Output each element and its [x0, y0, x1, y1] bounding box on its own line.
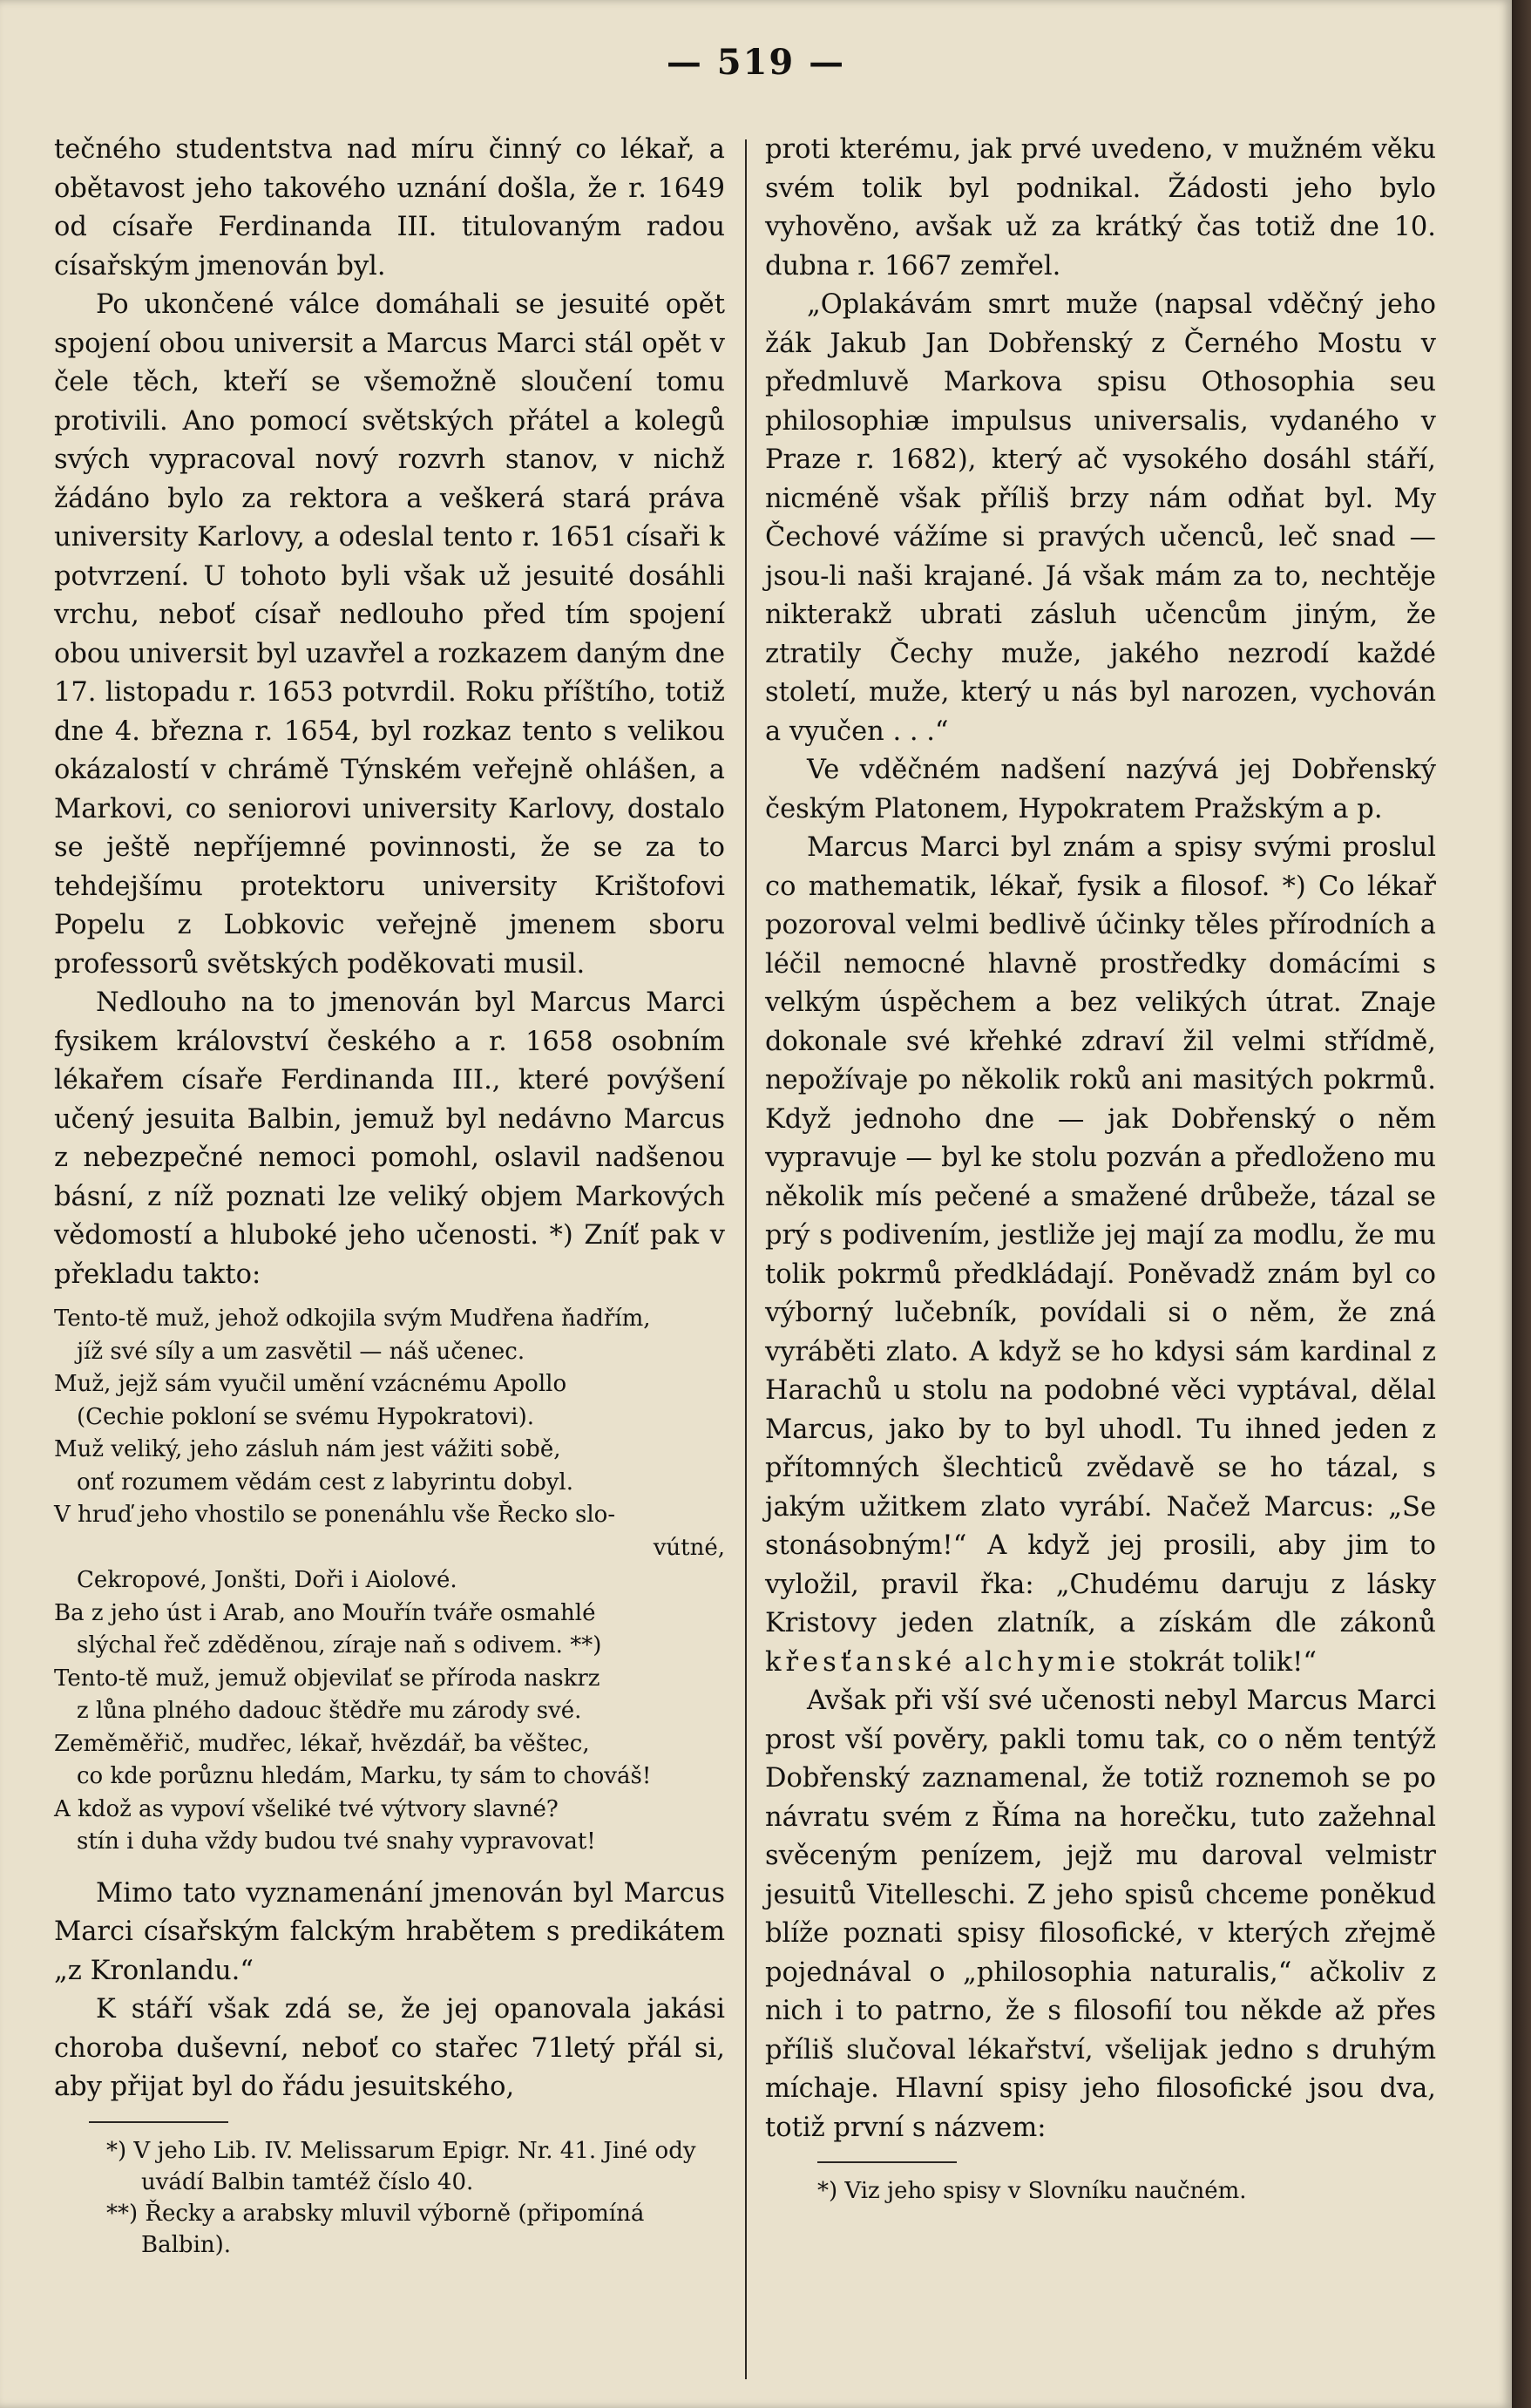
poem-line: stín i duha vždy budou tvé snahy vypravovat!: [77, 1828, 596, 1855]
footnote-rule: [89, 2121, 228, 2123]
poem: [54, 1303, 725, 1859]
paragraph-text: stokrát tolik!“: [1128, 1646, 1317, 1678]
paragraph: Avšak při vší své učenosti nebyl Marcus Marci prost vší pověry, pakli tomu tak, co o něm tentýž Dobřenský zaznamenal, že totiž roznemoh se po návratu svém z Říma na horečku, tuto zažehnal svěceným penízem, jejž mu daroval velmistr jesuitů Vitelleschi. Z jeho spisů chceme poněkud blíže poznati spisy filosofické, v kterých zřejmě pojednával o „philosophia naturalis,“ ačkoliv z nich i to patrno, že s filosofií tou někde až přes příliš slučoval lékařství, všelijak jedno s druhým míchaje. Hlavní spisy jeho filosofické jsou dva, totiž první s názvem:: [765, 1686, 1436, 2143]
poem-line: Tento-tě muž, jehož odkojila svým Mudřena ňadřím,: [54, 1306, 651, 1332]
poem-line: Tento-tě muž, jemuž objevilať se příroda naskrz: [54, 1665, 600, 1692]
paragraph: „Oplakávám smrt muže (napsal vděčný jeho žák Jakub Jan Dobřenský z Černého Mostu v předmluvě Markova spisu Othosophia seu philosophiæ impulsus universalis, vydaného v Praze r. 1682), který ač vysokého dosáhl stáří, nicméně však příliš brzy nám odňat byl. My Čechové vážíme si pravých učenců, leč snad — jsou-li naši krajané. Já však mám za to, nechtěje nikterakž ubrati zásluh učencům jiným, že ztratily Čechy muže, jakého nezrodí každé století, muže, který u nás byl narozen, vychován a vyučen . . .“: [765, 289, 1436, 747]
page-number: — 519 —: [666, 42, 846, 83]
spaced-word: křesťanské: [765, 1646, 957, 1678]
poem-line: Muž veliký, jeho zásluh nám jest vážiti sobě,: [54, 1436, 561, 1462]
poem-line: z lůna plného dadouc štědře mu zárody své.: [77, 1698, 582, 1724]
paragraph: K stáří však zdá se, že jej opanovala jakási choroba duševní, neboť co stařec 71letý přál si, aby přijat byl do řádu jesuitského,: [54, 1994, 725, 2102]
poem-line: Ba z jeho úst i Arab, ano Mouřín tváře osmahlé: [54, 1599, 596, 1626]
page-edge: [1512, 0, 1531, 2408]
left-column: [54, 131, 725, 2261]
footnote: *) V jeho Lib. IV. Melissarum Epigr. Nr. 41. Jiné ody uvádí Balbin tamtéž číslo 40.: [106, 2137, 696, 2195]
paragraph: Nedlouho na to jmenován byl Marcus Marci fysikem království českého a r. 1658 osobním lékařem císaře Ferdinanda III., které povýšení učený jesuita Balbin, jemuž byl nedávno Marcus z nebezpečné nemoci pomohl, oslavil nadšenou básní, z níž poznati lze veliký objem Markových vědomostí a hluboké jeho učenosti. *) Zníť pak v překladu takto:: [54, 987, 725, 1290]
poem-line: Muž, jejž sám vyučil umění vzácnému Apollo: [54, 1371, 567, 1397]
paragraph: Ve vděčném nadšení nazývá jej Dobřenský českým Platonem, Hypokratem Pražským a p.: [765, 755, 1436, 824]
poem-line: A kdož as vypoví všeliké tvé výtvory slavné?: [54, 1795, 559, 1822]
footnote-rule: [817, 2161, 957, 2163]
poem-line: V hruď jeho vhostilo se ponenáhlu vše Řecko slo-: [54, 1502, 616, 1528]
footnote: *) Viz jeho spisy v Slovníku naučném.: [817, 2178, 1247, 2204]
poem-line: Cekropové, Jonšti, Doři i Aiolové.: [77, 1567, 457, 1593]
poem-line: co kde porůznu hledám, Marku, ty sám to chováš!: [77, 1763, 652, 1789]
footnote: **) Řecky a arabsky mluvil výborně (připomíná Balbin).: [106, 2200, 645, 2258]
spaced-word: alchymie: [964, 1646, 1121, 1678]
right-column: [765, 131, 1436, 2207]
poem-line: vútné,: [653, 1534, 725, 1561]
paragraph-text: Marcus Marci byl znám a spisy svými proslul co mathematik, lékař, fysik a filosof. *) Co lékař pozoroval velmi bedlivě účinky těles přírodních a léčil nemocné hlavně prostředky domácími s velkým úspěchem a bez velikých útrat. Znaje dokonale své křehké zdraví žil velmi střídmě, nepožívaje po několik roků ani masitých pokrmů. Když jednoho dne — jak Dobřenský o něm vypravuje — byl ke stolu pozván a předloženo mu několik mís pečené a smažené drůbeže, tázal se prý s podivením, jestliže jej mají za modlu, že mu tolik pokrmů předkládají. Poněvadž znám byl co výborný lučebník, povídali si o něm, že zná vyráběti zlato. A když se ho kdysi sám kardinal z Harachů u stolu na podobné věci vyptával, dělal Marcus, jako by to byl uhodl. Tu ihned jeden z přítomných šlechticů zvědavě se ho tázal, s jakým užitkem zlato vyrábí. Načež Marcus: „Se stonásobným!“ A když jej prosili, aby jim to vyložil, pravil řka: „Chudému daruju z lásky Kristovy jeden zlatník, a získám dle zákonů: [765, 832, 1436, 1638]
poem-line: Zeměměřič, mudřec, lékař, hvězdář, ba věštec,: [54, 1730, 590, 1757]
paragraph: Po ukončené válce domáhali se jesuité opět spojení obou universit a Marcus Marci stál opět v čele těch, kteří se všemožně sloučení tomu protivili. Ano pomocí světských přátel a kolegů svých vypracoval nový rozvrh stanov, v nichž žádáno bylo za rektora a veškerá stará práva university Karlovy, a odeslal tento r. 1651 císaři k potvrzení. U tohoto byli však už jesuité dosáhli vrchu, neboť císař nedlouho před tím spojení obou universit byl uzavřel a rozkazem daným dne 17. listopadu r. 1653 potvrdil. Roku příštího, totiž dne 4. března r. 1654, byl rozkaz tento s velikou okázalostí v chrámě Týnském veřejně ohlášen, a Markovi, co seniorovi university Karlovy, dostalo se ještě nepříjemné povinnosti, že se za to tehdejšímu protektoru university Krištofovi Popelu z Lobkovic veřejně jmenem sboru professorů světských poděkovati musil.: [54, 289, 725, 980]
poem-line: slýchal řeč zděděnou, zíraje naň s odivem. **): [77, 1632, 602, 1658]
paragraph: proti kterému, jak prvé uvedeno, v mužném věku svém tolik byl podnikal. Žádosti jeho bylo vyhověno, avšak už za krátký čas totiž dne 10. dubna r. 1667 zemřel.: [765, 134, 1436, 281]
poem-line: onť rozumem vědám cest z labyrintu dobyl.: [77, 1469, 574, 1496]
paragraph: [765, 829, 1436, 1682]
paragraph: tečného studentstva nad míru činný co lékař, a obětavost jeho takového uznání došla, že r. 1649 od císaře Ferdinanda III. titulovaným radou císařským jmenován byl.: [54, 134, 725, 281]
column-divider: [745, 139, 747, 2379]
poem-line: jíž své síly a um zasvětil — náš učenec.: [77, 1338, 525, 1365]
paragraph: Mimo tato vyznamenání jmenován byl Marcus Marci císařským falckým hrabětem s predikátem „z Kronlandu.“: [54, 1877, 725, 1986]
poem-line: (Cechie pokloní se svému Hypokratovi).: [77, 1403, 534, 1430]
